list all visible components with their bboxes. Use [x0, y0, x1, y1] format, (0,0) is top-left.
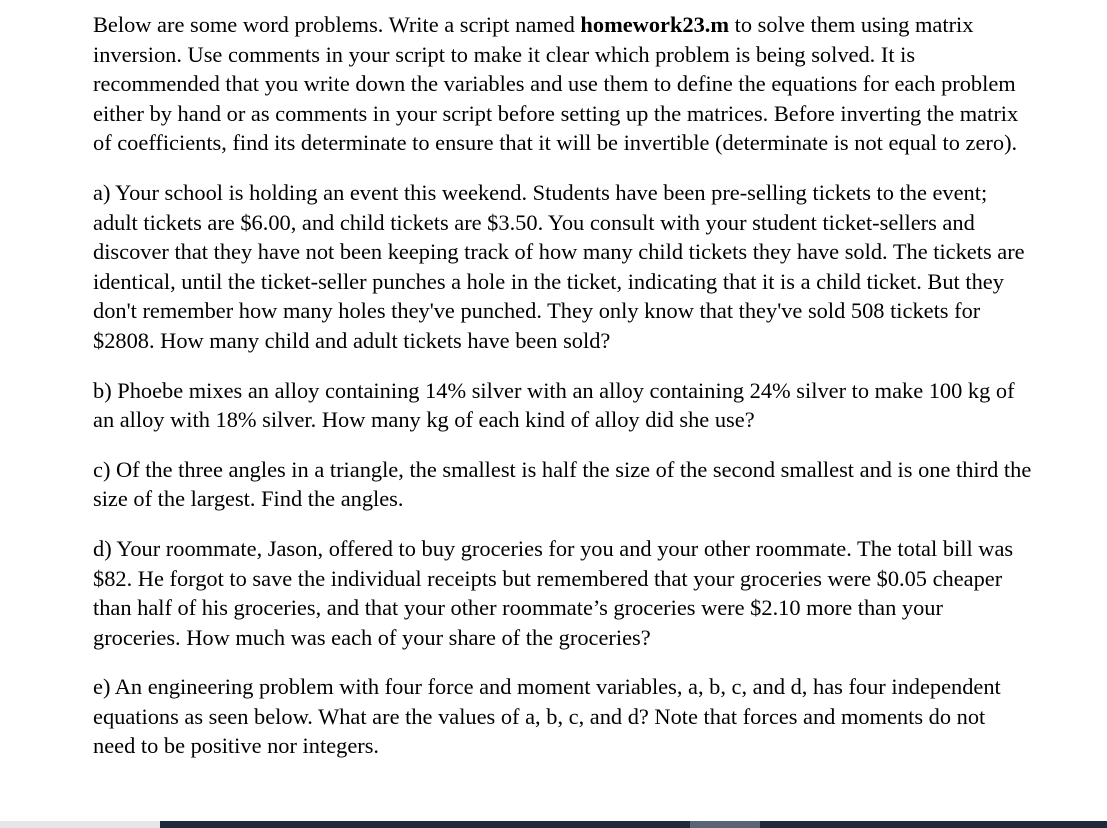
problem-e: e) An engineering problem with four force and moment variables, a, b, c, and d, has four independent equations as seen below. What are the values of a, b, c, and d? Note that forces and moments do not need to be positive nor integers.: [93, 674, 1001, 759]
problem-d: d) Your roommate, Jason, offered to buy groceries for you and your other roommate. The total bill was $82. He forgot to save the individual receipts but remembered that your groceries were $0.05 cheaper than half of his groceries, and that your other roommate’s groceries were $2.10 more than your groceries. How much was each of your share of the groceries?: [93, 535, 1014, 650]
intro-text-end: to solve them using matrix inversion. Use comments in your script to make it clear which problem is being solved. It is recommended that you write down the variables and use them to define the equations for each problem either by hand or as comments in your script before setting up the matrices. Before inverting the matrix of coefficients, find its determinate to ensure that it will be invertible (determinate is not equal to zero).: [93, 12, 1019, 156]
document-body: [93, 10, 1033, 781]
horizontal-scrollbar-thumb[interactable]: [160, 821, 1107, 828]
problem-b: b) Phoebe mixes an alloy containing 14% silver with an alloy containing 24% silver to make 100 kg of an alloy with 18% silver. How many kg of each kind of alloy did she use?: [93, 377, 1015, 433]
intro-text-start: Below are some word problems. Write a script named: [93, 12, 581, 37]
problem-a: a) Your school is holding an event this weekend. Students have been pre-selling tickets to the event; adult tickets are $6.00, and child tickets are $3.50. You consult with your student ticket-sellers and discover that they have not been keeping track of how many child tickets they have sold. The tickets are identical, until the ticket-seller punches a hole in the ticket, indicating that it is a child ticket. But they don't remember how many holes they've punched. They only know that they've sold 508 tickets for $2808. How many child and adult tickets have been sold?: [93, 179, 1025, 353]
problem-c: c) Of the three angles in a triangle, the smallest is half the size of the second smallest and is one third the size of the largest. Find the angles.: [93, 456, 1032, 512]
intro-paragraph: [93, 10, 1033, 158]
script-filename: homework23.m: [580, 12, 730, 37]
horizontal-scrollbar-grip[interactable]: [690, 821, 760, 828]
